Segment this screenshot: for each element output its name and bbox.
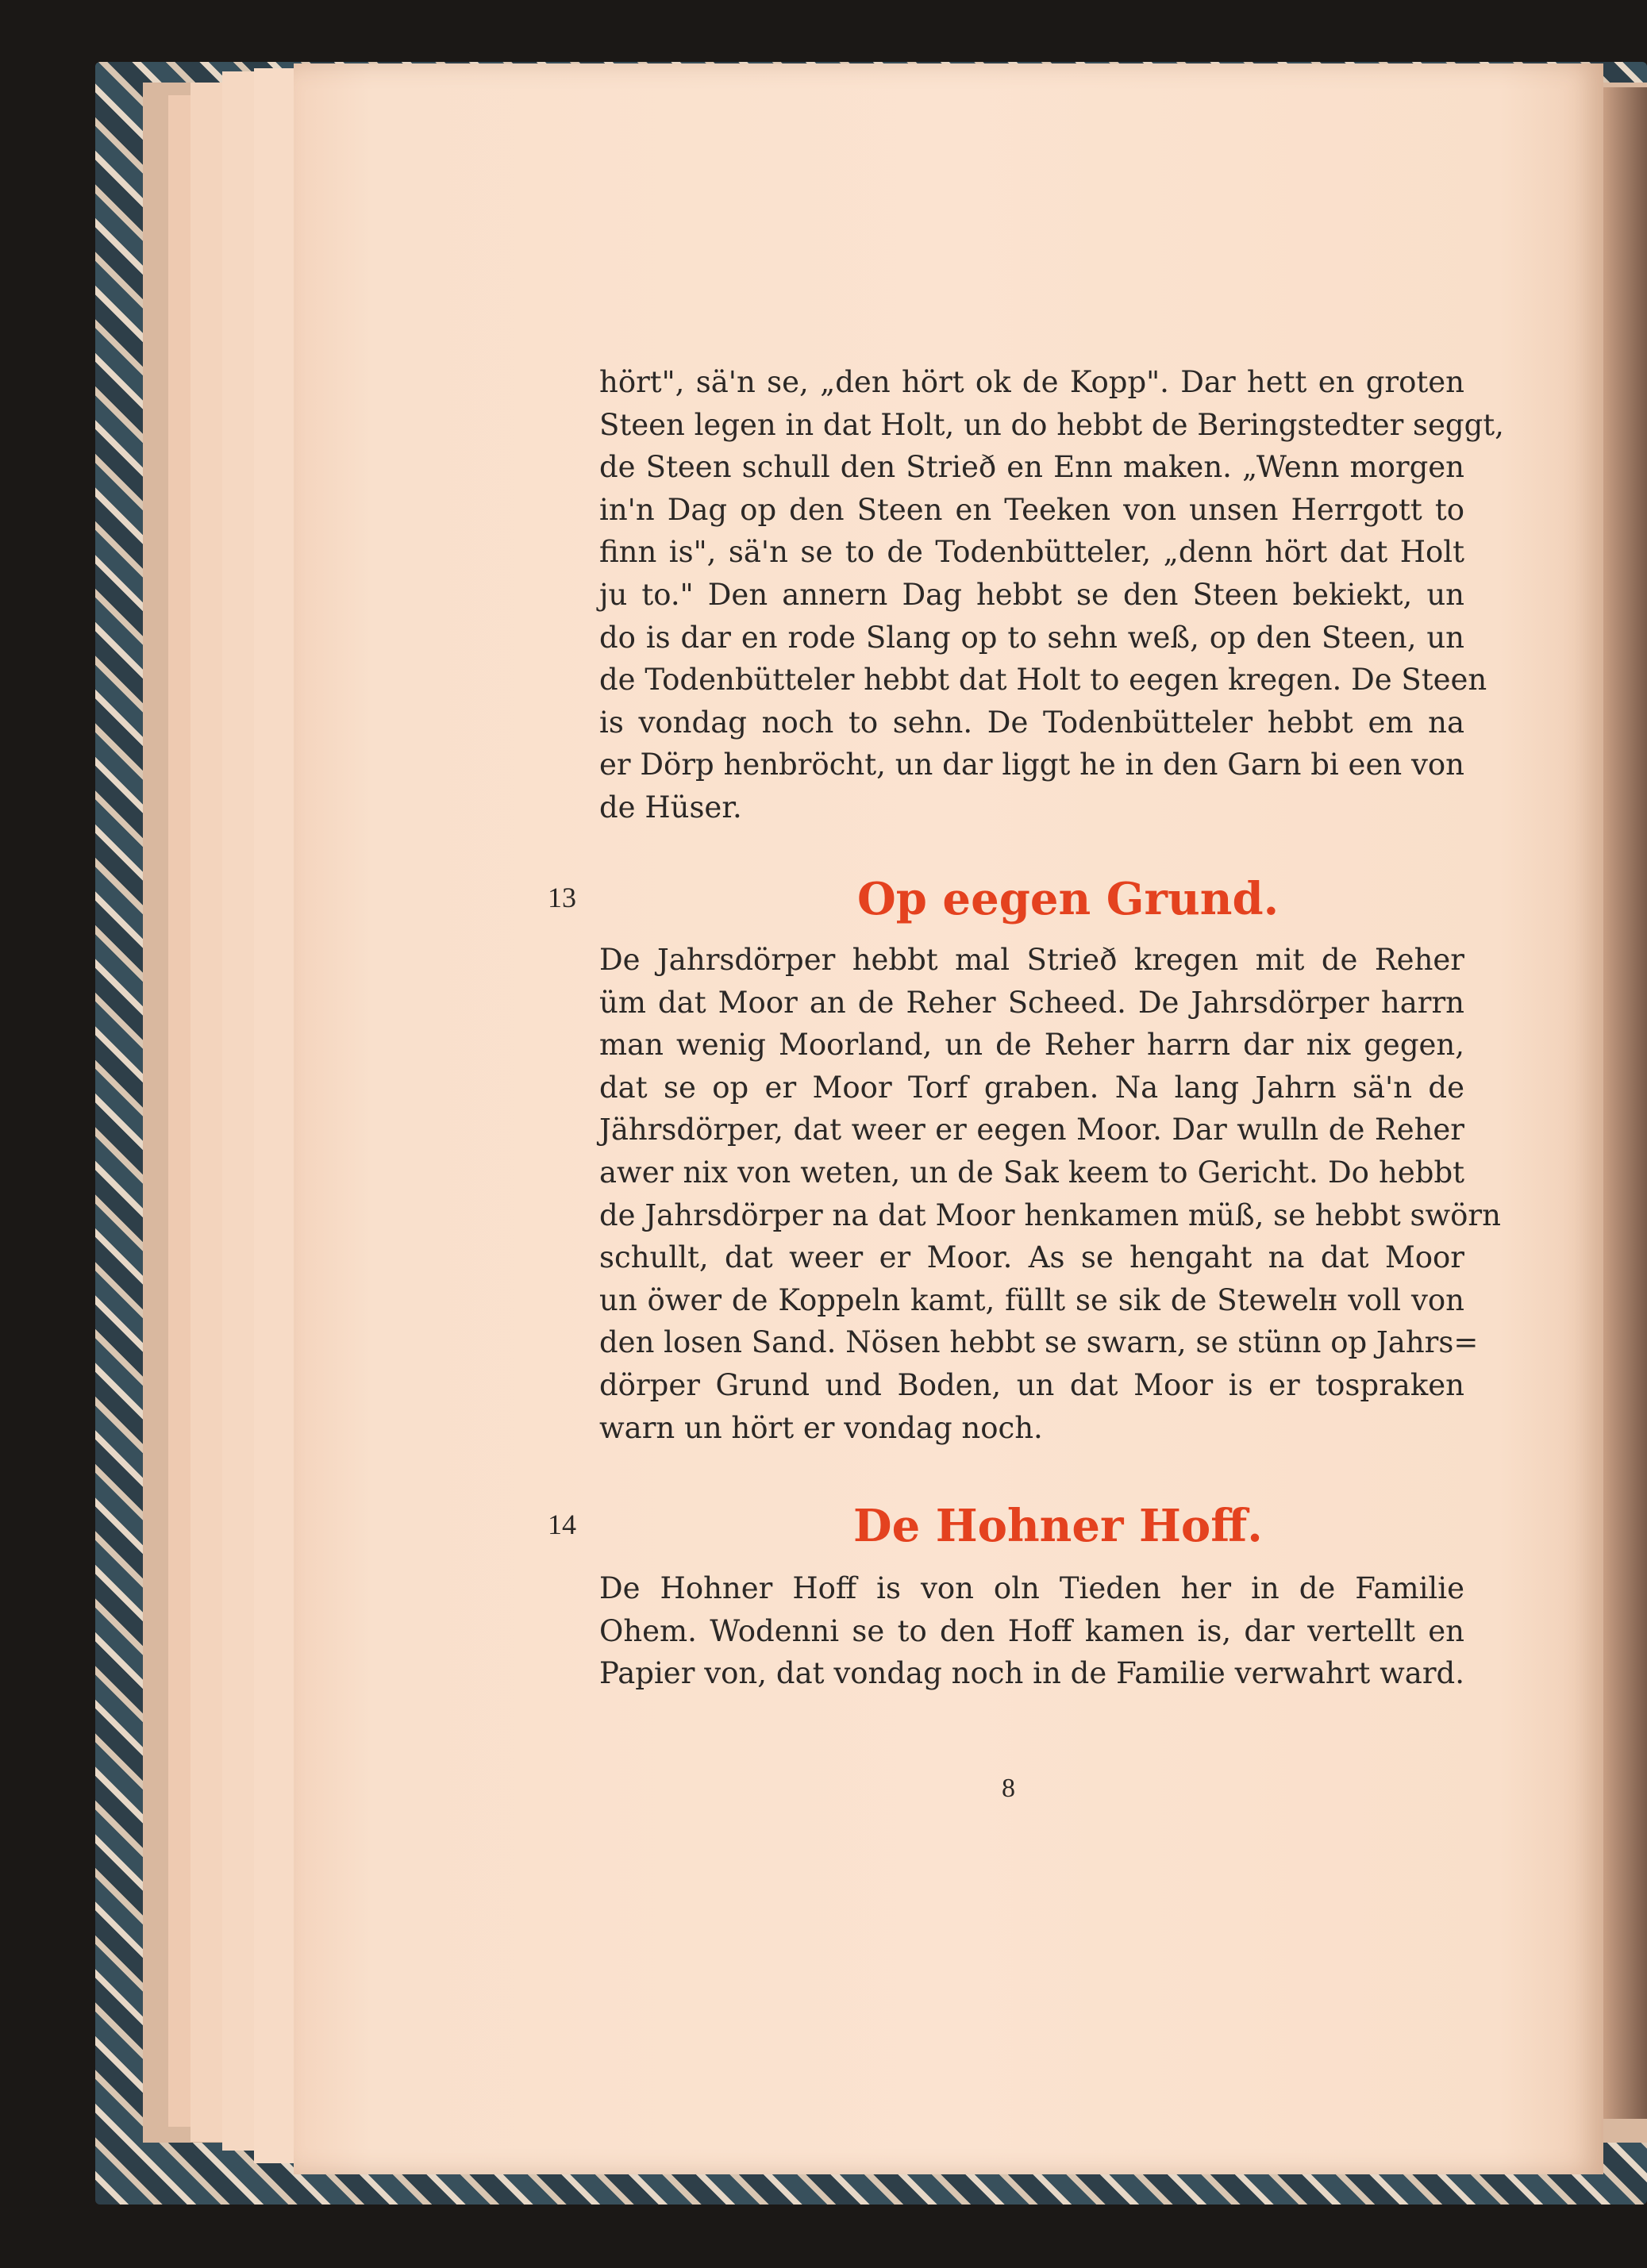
section-title: Op eegen Grund. <box>857 873 1280 925</box>
text-line: is vondag noch to sehn. De Todenbütteler hebbt em na <box>599 705 1464 740</box>
text-line: üm dat Moor an de Reher Scheed. De Jahrsdörper harrn <box>599 985 1464 1020</box>
text-line: de Jahrsdörper na dat Moor henkamen müß, se hebbt swörn <box>599 1197 1501 1232</box>
section-title: De Hohner Hoff. <box>853 1500 1263 1552</box>
text-line: un öwer de Koppeln kamt, füllt se sik de Stewelн voll von <box>599 1282 1464 1317</box>
text-line: de Steen schull den Strieð en Enn maken. „Wenn morgen <box>599 450 1464 485</box>
text-line: er Dörp henbröcht, un dar liggt he in den Garn bi een von <box>599 748 1464 782</box>
text-line: dat se op er Moor Torf graben. Na lang Jahrn sä'n de <box>599 1070 1464 1105</box>
section-13-paragraph <box>599 939 1501 1449</box>
text-line: Jährsdörper, dat weer er eegen Moor. Dar wulln de Reher <box>599 1113 1464 1147</box>
text-line: De Jahrsdörper hebbt mal Strieð kregen mit de Reher <box>599 943 1464 977</box>
text-line: in'n Dag op den Steen en Teeken von unsen Herrgott to <box>599 492 1464 527</box>
text-line: Ohem. Wodenni se to den Hoff kamen is, dar vertellt en <box>599 1613 1464 1648</box>
text-line: do is dar en rode Slang op to sehn weß, op den Steen, un <box>599 620 1464 655</box>
text-line: Steen legen in dat Holt, un do hebbt de Beringstedter seggt, <box>599 407 1504 442</box>
text-line: schullt, dat weer er Moor. As se hengaht na dat Moor <box>599 1240 1464 1275</box>
section-14-paragraph <box>599 1567 1464 1695</box>
paragraph-continued <box>599 361 1504 829</box>
text-line: hört", sä'n se, „den hört ok de Kopp". Dar hett en groten <box>599 365 1464 399</box>
text-line: de Hüser. <box>599 790 742 825</box>
text-line: ju to." Den annern Dag hebbt se den Steen bekiekt, un <box>599 577 1464 612</box>
text-line: de Todenbütteler hebbt dat Holt to eegen kregen. De Steen <box>599 663 1487 698</box>
binding-shadow <box>1603 87 1647 2119</box>
section-number: 13 <box>548 882 576 913</box>
text-line: den losen Sand. Nösen hebbt se swarn, se stünn op Jahrs= <box>599 1325 1479 1360</box>
text-line: awer nix von weten, un de Sak keem to Gericht. Do hebbt <box>599 1155 1464 1190</box>
page-number: 8 <box>1002 1774 1015 1803</box>
text-line: man wenig Moorland, un de Reher harrn dar nix gegen, <box>599 1028 1464 1063</box>
text-line: finn is", sä'n se to de Todenbütteler, „denn hört dat Holt <box>599 535 1464 570</box>
text-line: Papier von, dat vondag noch in de Familie verwahrt ward. <box>599 1656 1464 1691</box>
section-number: 14 <box>548 1509 576 1540</box>
text-line: dörper Grund und Boden, un dat Moor is er tospraken <box>599 1367 1464 1402</box>
text-line: De Hohner Hoff is von oln Tieden her in de Familie <box>599 1571 1464 1605</box>
text-line: warn un hört er vondag noch. <box>599 1410 1043 1445</box>
